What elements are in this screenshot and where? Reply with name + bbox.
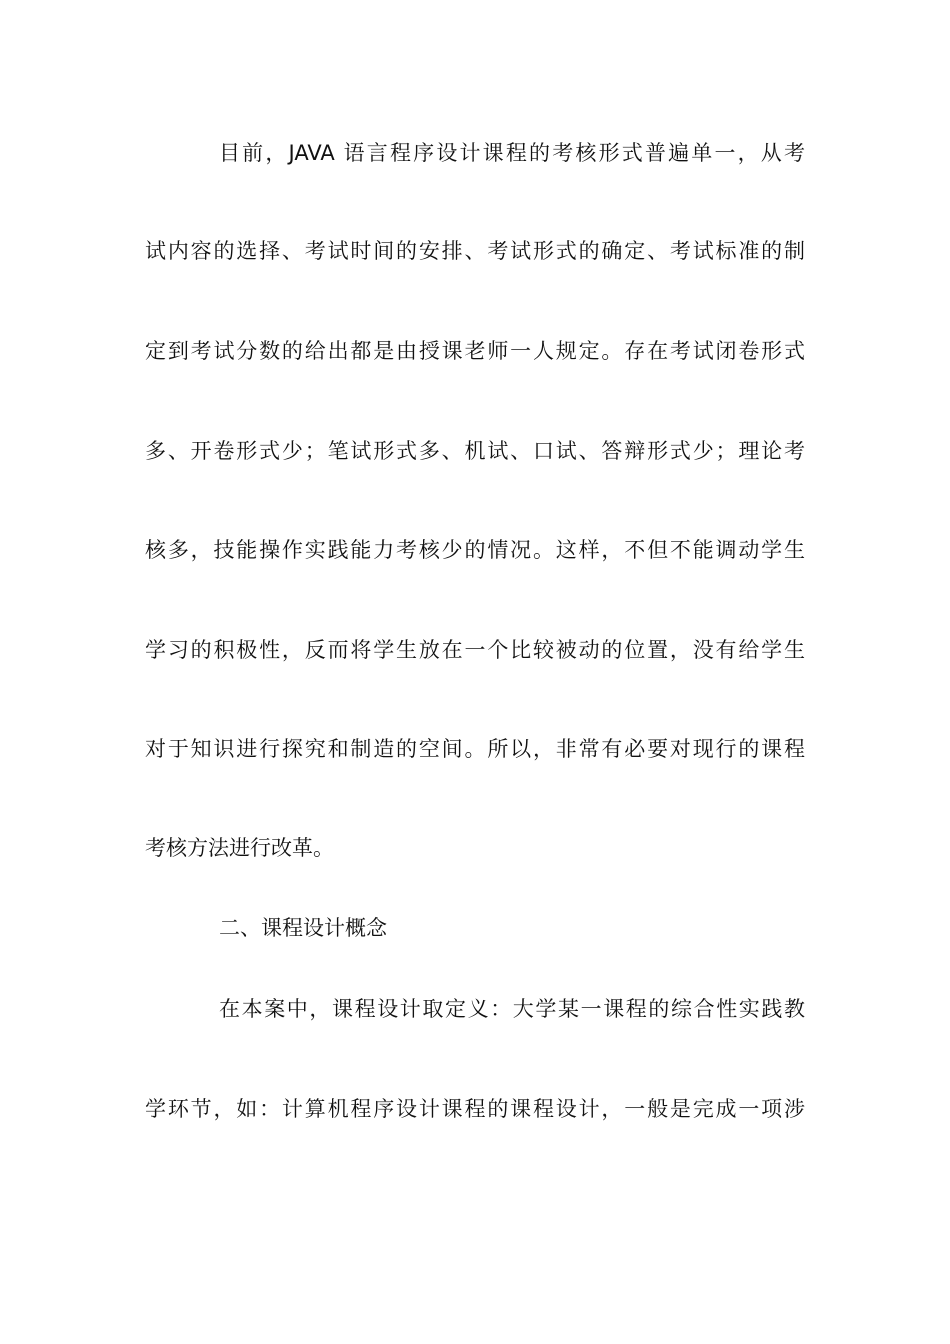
paragraph-line: 考核方法进行改革。 — [145, 836, 334, 860]
paragraph-line: 多、开卷形式少；笔试形式多、机试、口试、答辩形式少；理论考 — [145, 439, 805, 463]
paragraph-line: 核多，技能操作实践能力考核少的情况。这样，不但不能调动学生 — [145, 538, 805, 562]
paragraph-line: 在本案中，课程设计取定义：大学某一课程的综合性实践教 — [219, 997, 805, 1021]
paragraph-line: 定到考试分数的给出都是由授课老师一人规定。存在考试闭卷形式 — [145, 339, 805, 363]
section-heading: 二、课程设计概念 — [219, 916, 387, 940]
paragraph-line: 学习的积极性，反而将学生放在一个比较被动的位置，没有给学生 — [145, 638, 805, 662]
paragraph-line: 对于知识进行探究和制造的空间。所以，非常有必要对现行的课程 — [145, 737, 805, 761]
paragraph-line: 目前，JAVA 语言程序设计课程的考核形式普遍单一，从考 — [219, 141, 805, 165]
paragraph-line: 学环节，如：计算机程序设计课程的课程设计，一般是完成一项涉 — [145, 1097, 805, 1121]
paragraph-line: 试内容的选择、考试时间的安排、考试形式的确定、考试标准的制 — [145, 239, 805, 263]
